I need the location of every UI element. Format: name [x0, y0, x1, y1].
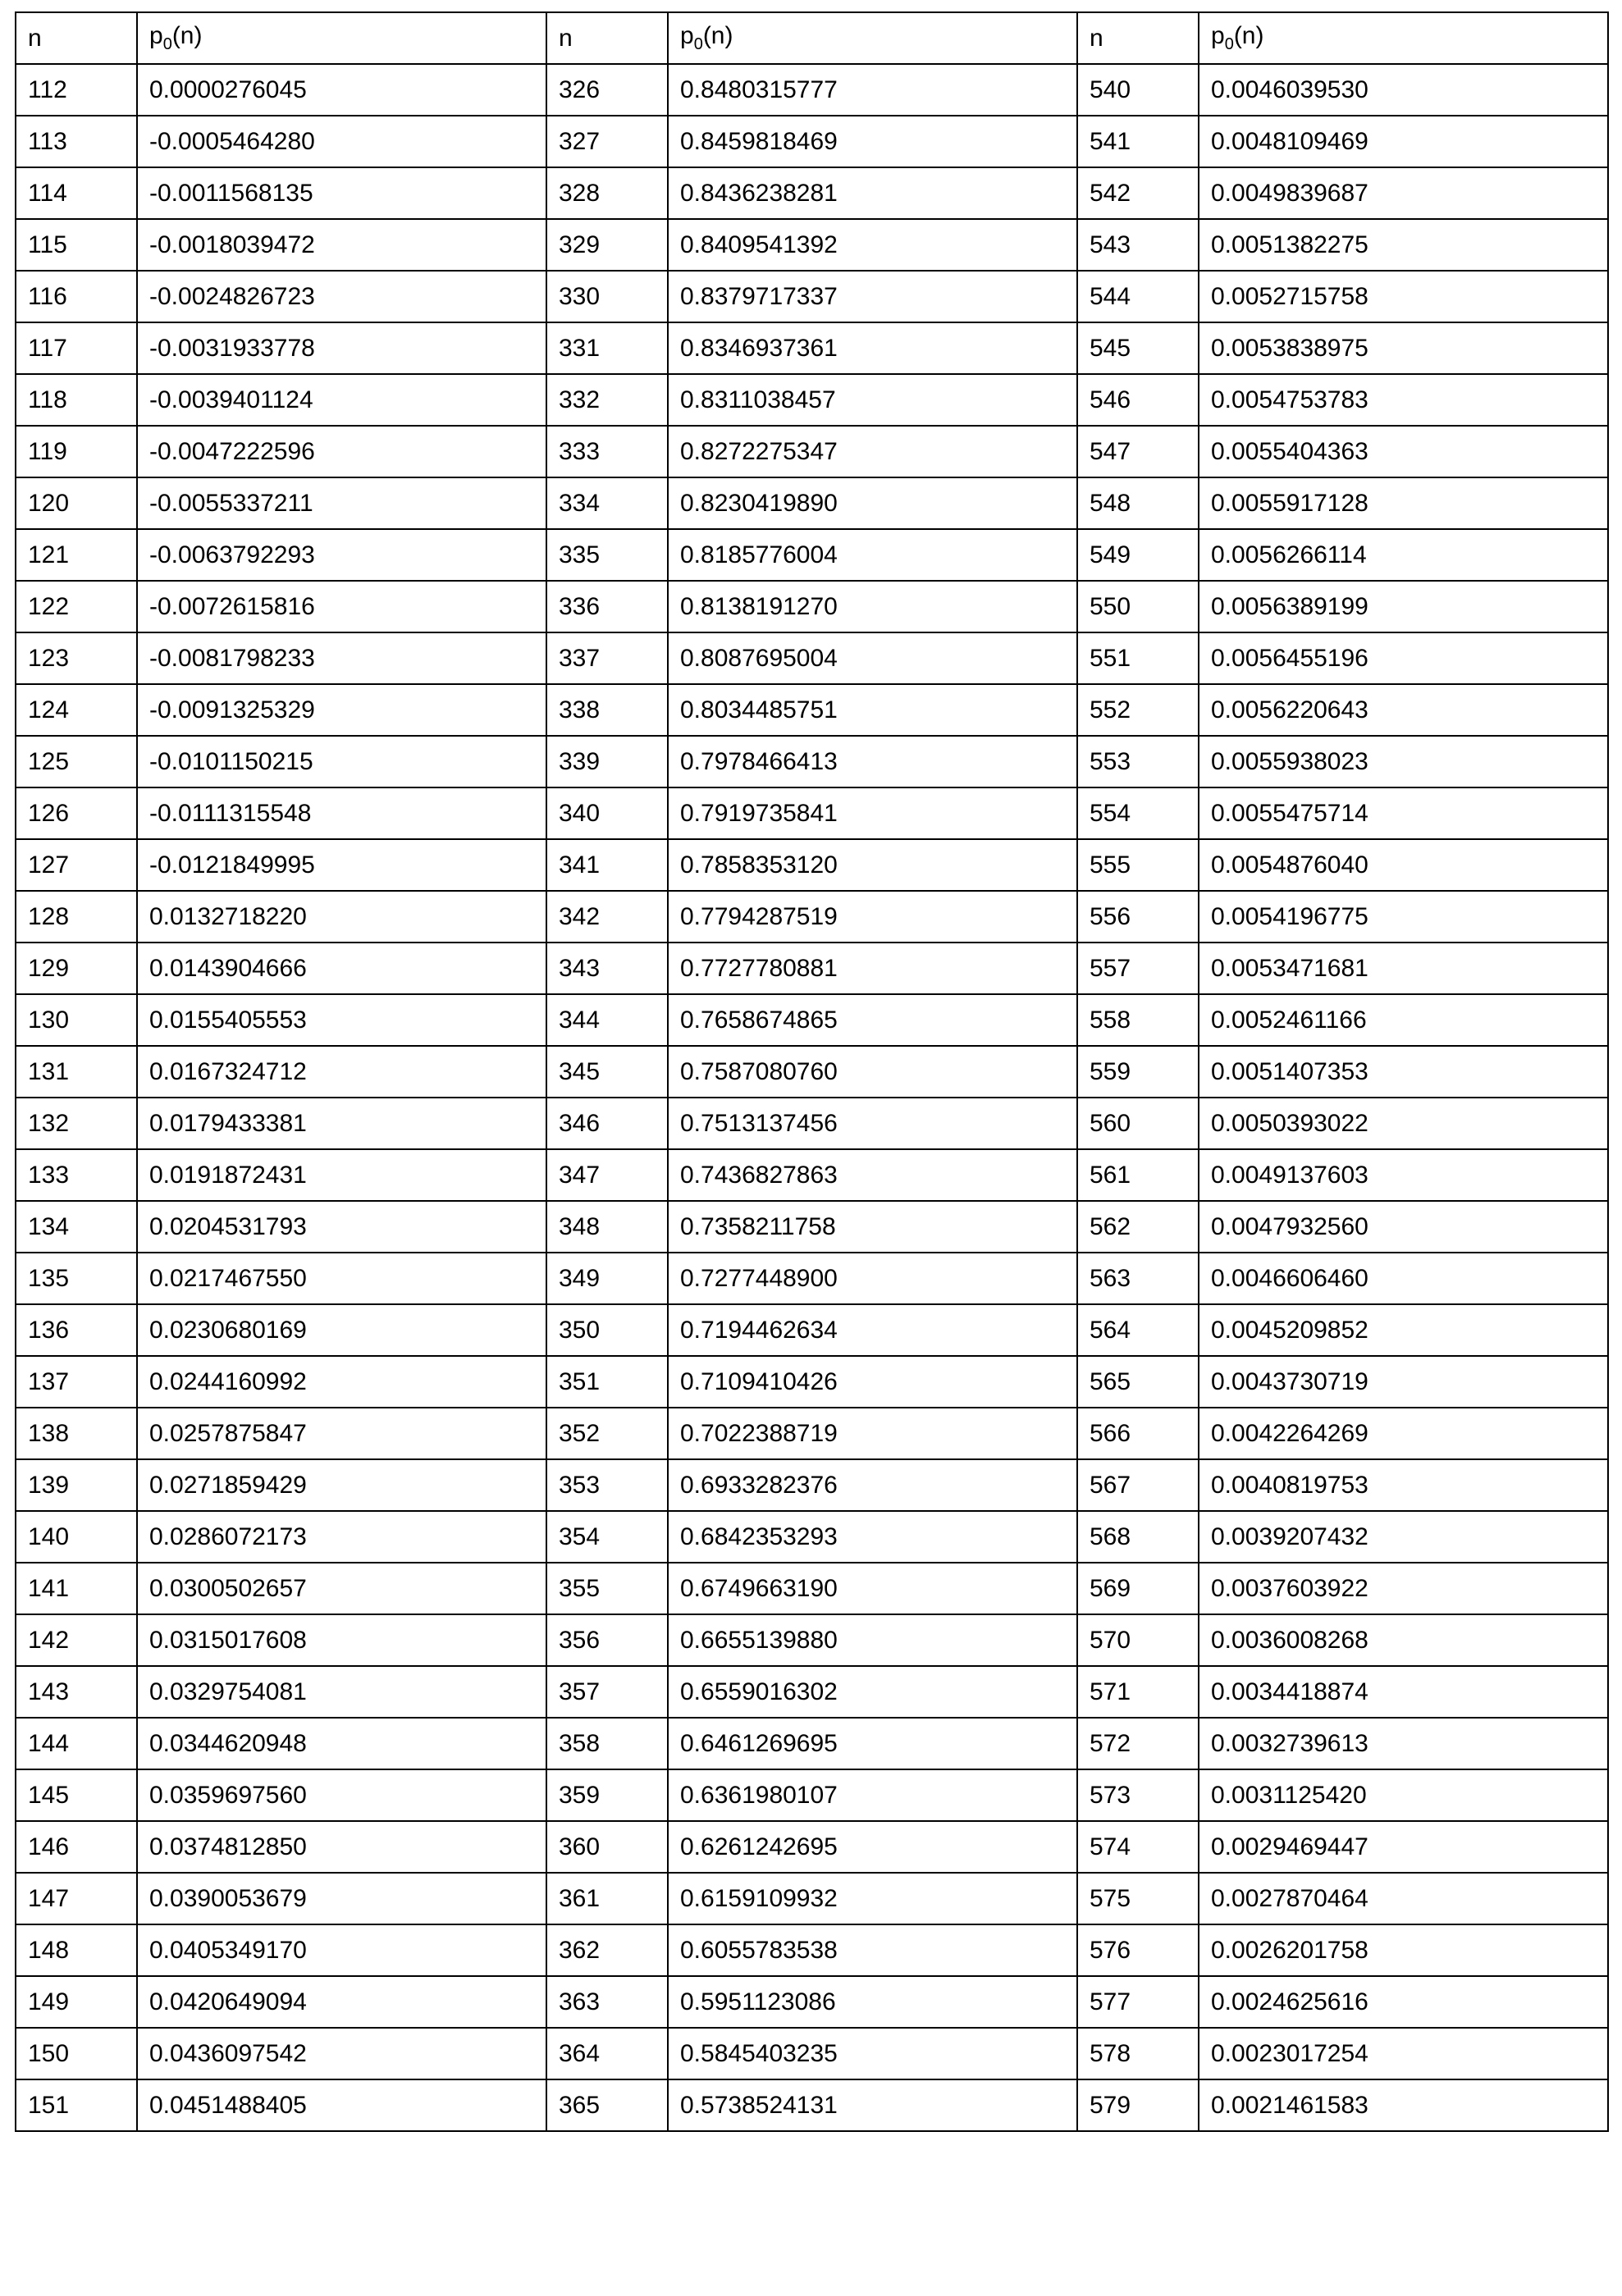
- cell-value: 0.7794287519: [668, 891, 1077, 943]
- cell-index: 554: [1077, 787, 1199, 839]
- table-row: [16, 477, 1608, 529]
- cell-index: 151: [16, 2079, 137, 2131]
- cell-index: 555: [1077, 839, 1199, 891]
- cell-value: 0.6055783538: [668, 1924, 1077, 1976]
- cell-index: 362: [546, 1924, 668, 1976]
- cell-index: 146: [16, 1821, 137, 1873]
- cell-index: 132: [16, 1098, 137, 1149]
- table-row: [16, 167, 1608, 219]
- cell-value: 0.6749663190: [668, 1563, 1077, 1614]
- cell-value: -0.0039401124: [137, 374, 546, 426]
- table-row: [16, 1769, 1608, 1821]
- cell-index: 361: [546, 1873, 668, 1924]
- cell-value: 0.0315017608: [137, 1614, 546, 1666]
- table-row: [16, 2028, 1608, 2079]
- cell-index: 576: [1077, 1924, 1199, 1976]
- cell-index: 548: [1077, 477, 1199, 529]
- cell-value: 0.7436827863: [668, 1149, 1077, 1201]
- cell-value: 0.6655139880: [668, 1614, 1077, 1666]
- cell-value: 0.0037603922: [1199, 1563, 1608, 1614]
- cell-value: 0.0023017254: [1199, 2028, 1608, 2079]
- cell-index: 121: [16, 529, 137, 581]
- cell-value: 0.8272275347: [668, 426, 1077, 477]
- cell-index: 354: [546, 1511, 668, 1563]
- cell-value: 0.0052461166: [1199, 994, 1608, 1046]
- cell-value: 0.7658674865: [668, 994, 1077, 1046]
- cell-index: 147: [16, 1873, 137, 1924]
- cell-index: 333: [546, 426, 668, 477]
- cell-index: 123: [16, 632, 137, 684]
- cell-value: 0.0024625616: [1199, 1976, 1608, 2028]
- cell-index: 571: [1077, 1666, 1199, 1718]
- header-p-sub-1: 0: [162, 35, 172, 53]
- column-header-n-2: n: [546, 12, 668, 64]
- cell-index: 331: [546, 322, 668, 374]
- cell-index: 349: [546, 1253, 668, 1304]
- cell-index: 551: [1077, 632, 1199, 684]
- cell-index: 363: [546, 1976, 668, 2028]
- cell-index: 552: [1077, 684, 1199, 736]
- header-p-base-2: p: [680, 22, 694, 49]
- cell-index: 541: [1077, 116, 1199, 167]
- table-row: [16, 64, 1608, 116]
- cell-index: 565: [1077, 1356, 1199, 1408]
- cell-index: 338: [546, 684, 668, 736]
- cell-index: 356: [546, 1614, 668, 1666]
- cell-value: 0.0056220643: [1199, 684, 1608, 736]
- table-row: [16, 1356, 1608, 1408]
- cell-index: 143: [16, 1666, 137, 1718]
- table-row: [16, 1821, 1608, 1873]
- cell-index: 579: [1077, 2079, 1199, 2131]
- cell-value: -0.0063792293: [137, 529, 546, 581]
- cell-value: 0.0359697560: [137, 1769, 546, 1821]
- cell-value: 0.7022388719: [668, 1408, 1077, 1459]
- cell-index: 553: [1077, 736, 1199, 787]
- table-row: [16, 787, 1608, 839]
- cell-index: 126: [16, 787, 137, 839]
- cell-index: 328: [546, 167, 668, 219]
- table-row: [16, 1511, 1608, 1563]
- cell-index: 141: [16, 1563, 137, 1614]
- cell-value: 0.0217467550: [137, 1253, 546, 1304]
- cell-value: 0.0054876040: [1199, 839, 1608, 891]
- cell-value: 0.7277448900: [668, 1253, 1077, 1304]
- cell-index: 329: [546, 219, 668, 271]
- cell-index: 540: [1077, 64, 1199, 116]
- cell-index: 352: [546, 1408, 668, 1459]
- table-row: [16, 1304, 1608, 1356]
- table-row: [16, 374, 1608, 426]
- cell-index: 137: [16, 1356, 137, 1408]
- column-header-p0-1: [137, 12, 546, 64]
- cell-index: 140: [16, 1511, 137, 1563]
- cell-index: 564: [1077, 1304, 1199, 1356]
- cell-value: 0.6559016302: [668, 1666, 1077, 1718]
- table-row: [16, 219, 1608, 271]
- probability-table: [15, 11, 1609, 2132]
- cell-value: 0.7358211758: [668, 1201, 1077, 1253]
- cell-index: 135: [16, 1253, 137, 1304]
- cell-index: 129: [16, 943, 137, 994]
- cell-index: 365: [546, 2079, 668, 2131]
- cell-value: 0.7919735841: [668, 787, 1077, 839]
- cell-index: 543: [1077, 219, 1199, 271]
- cell-value: 0.0051382275: [1199, 219, 1608, 271]
- cell-index: 117: [16, 322, 137, 374]
- table-row: [16, 2079, 1608, 2131]
- cell-value: 0.0271859429: [137, 1459, 546, 1511]
- cell-value: 0.0179433381: [137, 1098, 546, 1149]
- cell-value: 0.0053471681: [1199, 943, 1608, 994]
- cell-index: 336: [546, 581, 668, 632]
- cell-value: 0.0049137603: [1199, 1149, 1608, 1201]
- cell-value: 0.8379717337: [668, 271, 1077, 322]
- cell-index: 573: [1077, 1769, 1199, 1821]
- cell-index: 130: [16, 994, 137, 1046]
- table-row: [16, 1201, 1608, 1253]
- cell-index: 334: [546, 477, 668, 529]
- cell-index: 131: [16, 1046, 137, 1098]
- cell-value: 0.0049839687: [1199, 167, 1608, 219]
- column-header-n-1: n: [16, 12, 137, 64]
- cell-value: 0.0055475714: [1199, 787, 1608, 839]
- cell-index: 560: [1077, 1098, 1199, 1149]
- cell-index: 545: [1077, 322, 1199, 374]
- header-p-tail-3: (n): [1233, 22, 1264, 49]
- table-row: [16, 632, 1608, 684]
- table-row: [16, 1046, 1608, 1098]
- cell-index: 549: [1077, 529, 1199, 581]
- cell-index: 574: [1077, 1821, 1199, 1873]
- cell-value: 0.8436238281: [668, 167, 1077, 219]
- cell-index: 358: [546, 1718, 668, 1769]
- cell-value: -0.0005464280: [137, 116, 546, 167]
- table-row: [16, 1614, 1608, 1666]
- cell-index: 139: [16, 1459, 137, 1511]
- cell-index: 350: [546, 1304, 668, 1356]
- cell-index: 115: [16, 219, 137, 271]
- cell-index: 327: [546, 116, 668, 167]
- cell-index: 337: [546, 632, 668, 684]
- cell-value: 0.0230680169: [137, 1304, 546, 1356]
- cell-value: 0.0032739613: [1199, 1718, 1608, 1769]
- cell-value: 0.0056389199: [1199, 581, 1608, 632]
- cell-index: 114: [16, 167, 137, 219]
- cell-value: 0.0056266114: [1199, 529, 1608, 581]
- cell-index: 360: [546, 1821, 668, 1873]
- cell-value: 0.6842353293: [668, 1511, 1077, 1563]
- cell-index: 569: [1077, 1563, 1199, 1614]
- cell-value: 0.0043730719: [1199, 1356, 1608, 1408]
- cell-value: 0.7109410426: [668, 1356, 1077, 1408]
- cell-index: 563: [1077, 1253, 1199, 1304]
- cell-value: -0.0072615816: [137, 581, 546, 632]
- cell-value: 0.7587080760: [668, 1046, 1077, 1098]
- table-row: [16, 581, 1608, 632]
- table-row: [16, 1976, 1608, 2028]
- table-row: [16, 116, 1608, 167]
- table-header: [16, 12, 1608, 64]
- cell-value: 0.8480315777: [668, 64, 1077, 116]
- cell-index: 341: [546, 839, 668, 891]
- cell-value: 0.0031125420: [1199, 1769, 1608, 1821]
- cell-value: 0.0300502657: [137, 1563, 546, 1614]
- cell-value: 0.0039207432: [1199, 1511, 1608, 1563]
- cell-index: 134: [16, 1201, 137, 1253]
- cell-index: 149: [16, 1976, 137, 2028]
- cell-value: 0.0344620948: [137, 1718, 546, 1769]
- cell-index: 547: [1077, 426, 1199, 477]
- cell-index: 122: [16, 581, 137, 632]
- cell-value: 0.6461269695: [668, 1718, 1077, 1769]
- cell-index: 138: [16, 1408, 137, 1459]
- cell-value: 0.8409541392: [668, 219, 1077, 271]
- cell-value: 0.8185776004: [668, 529, 1077, 581]
- cell-value: 0.0055938023: [1199, 736, 1608, 787]
- table-row: [16, 736, 1608, 787]
- cell-index: 344: [546, 994, 668, 1046]
- cell-value: 0.7858353120: [668, 839, 1077, 891]
- cell-value: 0.0055404363: [1199, 426, 1608, 477]
- table-row: [16, 943, 1608, 994]
- cell-value: -0.0024826723: [137, 271, 546, 322]
- cell-index: 355: [546, 1563, 668, 1614]
- cell-value: -0.0018039472: [137, 219, 546, 271]
- cell-value: 0.0390053679: [137, 1873, 546, 1924]
- cell-index: 340: [546, 787, 668, 839]
- cell-index: 546: [1077, 374, 1199, 426]
- cell-value: 0.0021461583: [1199, 2079, 1608, 2131]
- cell-value: -0.0091325329: [137, 684, 546, 736]
- cell-index: 557: [1077, 943, 1199, 994]
- cell-value: -0.0111315548: [137, 787, 546, 839]
- cell-value: 0.5845403235: [668, 2028, 1077, 2079]
- cell-value: 0.8087695004: [668, 632, 1077, 684]
- header-p-base-1: p: [149, 22, 163, 49]
- cell-value: 0.0155405553: [137, 994, 546, 1046]
- cell-value: 0.8311038457: [668, 374, 1077, 426]
- cell-value: 0.0420649094: [137, 1976, 546, 2028]
- cell-index: 575: [1077, 1873, 1199, 1924]
- cell-index: 119: [16, 426, 137, 477]
- cell-index: 357: [546, 1666, 668, 1718]
- cell-index: 346: [546, 1098, 668, 1149]
- cell-value: 0.0056455196: [1199, 632, 1608, 684]
- cell-index: 578: [1077, 2028, 1199, 2079]
- cell-value: 0.0054753783: [1199, 374, 1608, 426]
- cell-index: 144: [16, 1718, 137, 1769]
- cell-index: 339: [546, 736, 668, 787]
- cell-value: 0.0244160992: [137, 1356, 546, 1408]
- cell-value: 0.0132718220: [137, 891, 546, 943]
- cell-value: -0.0055337211: [137, 477, 546, 529]
- cell-value: 0.8138191270: [668, 581, 1077, 632]
- cell-index: 136: [16, 1304, 137, 1356]
- cell-value: 0.0046039530: [1199, 64, 1608, 116]
- cell-value: 0.0053838975: [1199, 322, 1608, 374]
- cell-index: 116: [16, 271, 137, 322]
- cell-index: 345: [546, 1046, 668, 1098]
- cell-value: 0.0034418874: [1199, 1666, 1608, 1718]
- cell-index: 348: [546, 1201, 668, 1253]
- table-row: [16, 322, 1608, 374]
- cell-value: 0.0329754081: [137, 1666, 546, 1718]
- cell-value: 0.0046606460: [1199, 1253, 1608, 1304]
- table-row: [16, 1459, 1608, 1511]
- table-row: [16, 1924, 1608, 1976]
- cell-index: 561: [1077, 1149, 1199, 1201]
- cell-value: 0.0191872431: [137, 1149, 546, 1201]
- cell-index: 142: [16, 1614, 137, 1666]
- cell-value: 0.0047932560: [1199, 1201, 1608, 1253]
- cell-value: 0.8346937361: [668, 322, 1077, 374]
- cell-index: 120: [16, 477, 137, 529]
- cell-index: 351: [546, 1356, 668, 1408]
- cell-index: 550: [1077, 581, 1199, 632]
- cell-value: 0.8459818469: [668, 116, 1077, 167]
- table-row: [16, 1149, 1608, 1201]
- header-p-tail-2: (n): [702, 22, 733, 49]
- table-row: [16, 684, 1608, 736]
- cell-value: 0.6361980107: [668, 1769, 1077, 1821]
- cell-index: 567: [1077, 1459, 1199, 1511]
- cell-index: 542: [1077, 167, 1199, 219]
- cell-value: 0.6933282376: [668, 1459, 1077, 1511]
- cell-value: 0.5951123086: [668, 1976, 1077, 2028]
- table-row: [16, 1718, 1608, 1769]
- cell-value: -0.0031933778: [137, 322, 546, 374]
- cell-value: 0.0050393022: [1199, 1098, 1608, 1149]
- table-body: [16, 64, 1608, 2131]
- table-row: [16, 1408, 1608, 1459]
- cell-index: 559: [1077, 1046, 1199, 1098]
- cell-index: 572: [1077, 1718, 1199, 1769]
- cell-value: 0.7727780881: [668, 943, 1077, 994]
- cell-index: 133: [16, 1149, 137, 1201]
- table-row: [16, 1253, 1608, 1304]
- cell-value: 0.0405349170: [137, 1924, 546, 1976]
- cell-value: 0.7194462634: [668, 1304, 1077, 1356]
- cell-value: 0.7978466413: [668, 736, 1077, 787]
- cell-index: 128: [16, 891, 137, 943]
- cell-index: 353: [546, 1459, 668, 1511]
- cell-value: 0.0000276045: [137, 64, 546, 116]
- cell-value: 0.0051407353: [1199, 1046, 1608, 1098]
- cell-index: 570: [1077, 1614, 1199, 1666]
- cell-value: 0.8230419890: [668, 477, 1077, 529]
- cell-index: 342: [546, 891, 668, 943]
- column-header-p0-2: [668, 12, 1077, 64]
- cell-index: 558: [1077, 994, 1199, 1046]
- cell-value: -0.0011568135: [137, 167, 546, 219]
- cell-value: 0.6159109932: [668, 1873, 1077, 1924]
- cell-value: 0.0045209852: [1199, 1304, 1608, 1356]
- cell-value: 0.0036008268: [1199, 1614, 1608, 1666]
- cell-index: 150: [16, 2028, 137, 2079]
- cell-value: 0.5738524131: [668, 2079, 1077, 2131]
- cell-index: 544: [1077, 271, 1199, 322]
- table-row: [16, 426, 1608, 477]
- cell-index: 577: [1077, 1976, 1199, 2028]
- cell-index: 330: [546, 271, 668, 322]
- table-row: [16, 891, 1608, 943]
- cell-index: 118: [16, 374, 137, 426]
- cell-value: -0.0101150215: [137, 736, 546, 787]
- cell-value: 0.0052715758: [1199, 271, 1608, 322]
- cell-index: 335: [546, 529, 668, 581]
- cell-index: 127: [16, 839, 137, 891]
- cell-value: 0.0286072173: [137, 1511, 546, 1563]
- cell-value: 0.0055917128: [1199, 477, 1608, 529]
- table-row: [16, 529, 1608, 581]
- cell-value: 0.0048109469: [1199, 116, 1608, 167]
- cell-index: 364: [546, 2028, 668, 2079]
- cell-value: 0.0054196775: [1199, 891, 1608, 943]
- cell-value: 0.6261242695: [668, 1821, 1077, 1873]
- cell-value: 0.0026201758: [1199, 1924, 1608, 1976]
- cell-index: 343: [546, 943, 668, 994]
- cell-value: 0.0257875847: [137, 1408, 546, 1459]
- cell-index: 125: [16, 736, 137, 787]
- cell-index: 568: [1077, 1511, 1199, 1563]
- table-row: [16, 1666, 1608, 1718]
- cell-value: 0.8034485751: [668, 684, 1077, 736]
- cell-value: -0.0047222596: [137, 426, 546, 477]
- cell-value: 0.0143904666: [137, 943, 546, 994]
- table-row: [16, 1873, 1608, 1924]
- cell-value: 0.0451488405: [137, 2079, 546, 2131]
- cell-value: 0.0436097542: [137, 2028, 546, 2079]
- cell-value: 0.0374812850: [137, 1821, 546, 1873]
- cell-index: 556: [1077, 891, 1199, 943]
- cell-index: 124: [16, 684, 137, 736]
- cell-index: 113: [16, 116, 137, 167]
- cell-value: 0.0040819753: [1199, 1459, 1608, 1511]
- cell-value: 0.0204531793: [137, 1201, 546, 1253]
- column-header-p0-3: [1199, 12, 1608, 64]
- cell-index: 562: [1077, 1201, 1199, 1253]
- header-p-base-3: p: [1211, 22, 1225, 49]
- table-row: [16, 271, 1608, 322]
- cell-index: 566: [1077, 1408, 1199, 1459]
- cell-index: 326: [546, 64, 668, 116]
- cell-index: 359: [546, 1769, 668, 1821]
- cell-index: 148: [16, 1924, 137, 1976]
- table-row: [16, 994, 1608, 1046]
- table-row: [16, 1563, 1608, 1614]
- header-p-tail-1: (n): [171, 22, 203, 49]
- cell-value: 0.0027870464: [1199, 1873, 1608, 1924]
- cell-index: 112: [16, 64, 137, 116]
- table-header-row: [16, 12, 1608, 64]
- table-row: [16, 839, 1608, 891]
- cell-value: 0.0029469447: [1199, 1821, 1608, 1873]
- cell-value: 0.0167324712: [137, 1046, 546, 1098]
- cell-value: -0.0121849995: [137, 839, 546, 891]
- cell-value: 0.7513137456: [668, 1098, 1077, 1149]
- cell-index: 347: [546, 1149, 668, 1201]
- header-p-sub-2: 0: [693, 35, 703, 53]
- header-p-sub-3: 0: [1224, 35, 1234, 53]
- cell-value: -0.0081798233: [137, 632, 546, 684]
- table-row: [16, 1098, 1608, 1149]
- cell-value: 0.0042264269: [1199, 1408, 1608, 1459]
- cell-index: 145: [16, 1769, 137, 1821]
- column-header-n-3: n: [1077, 12, 1199, 64]
- cell-index: 332: [546, 374, 668, 426]
